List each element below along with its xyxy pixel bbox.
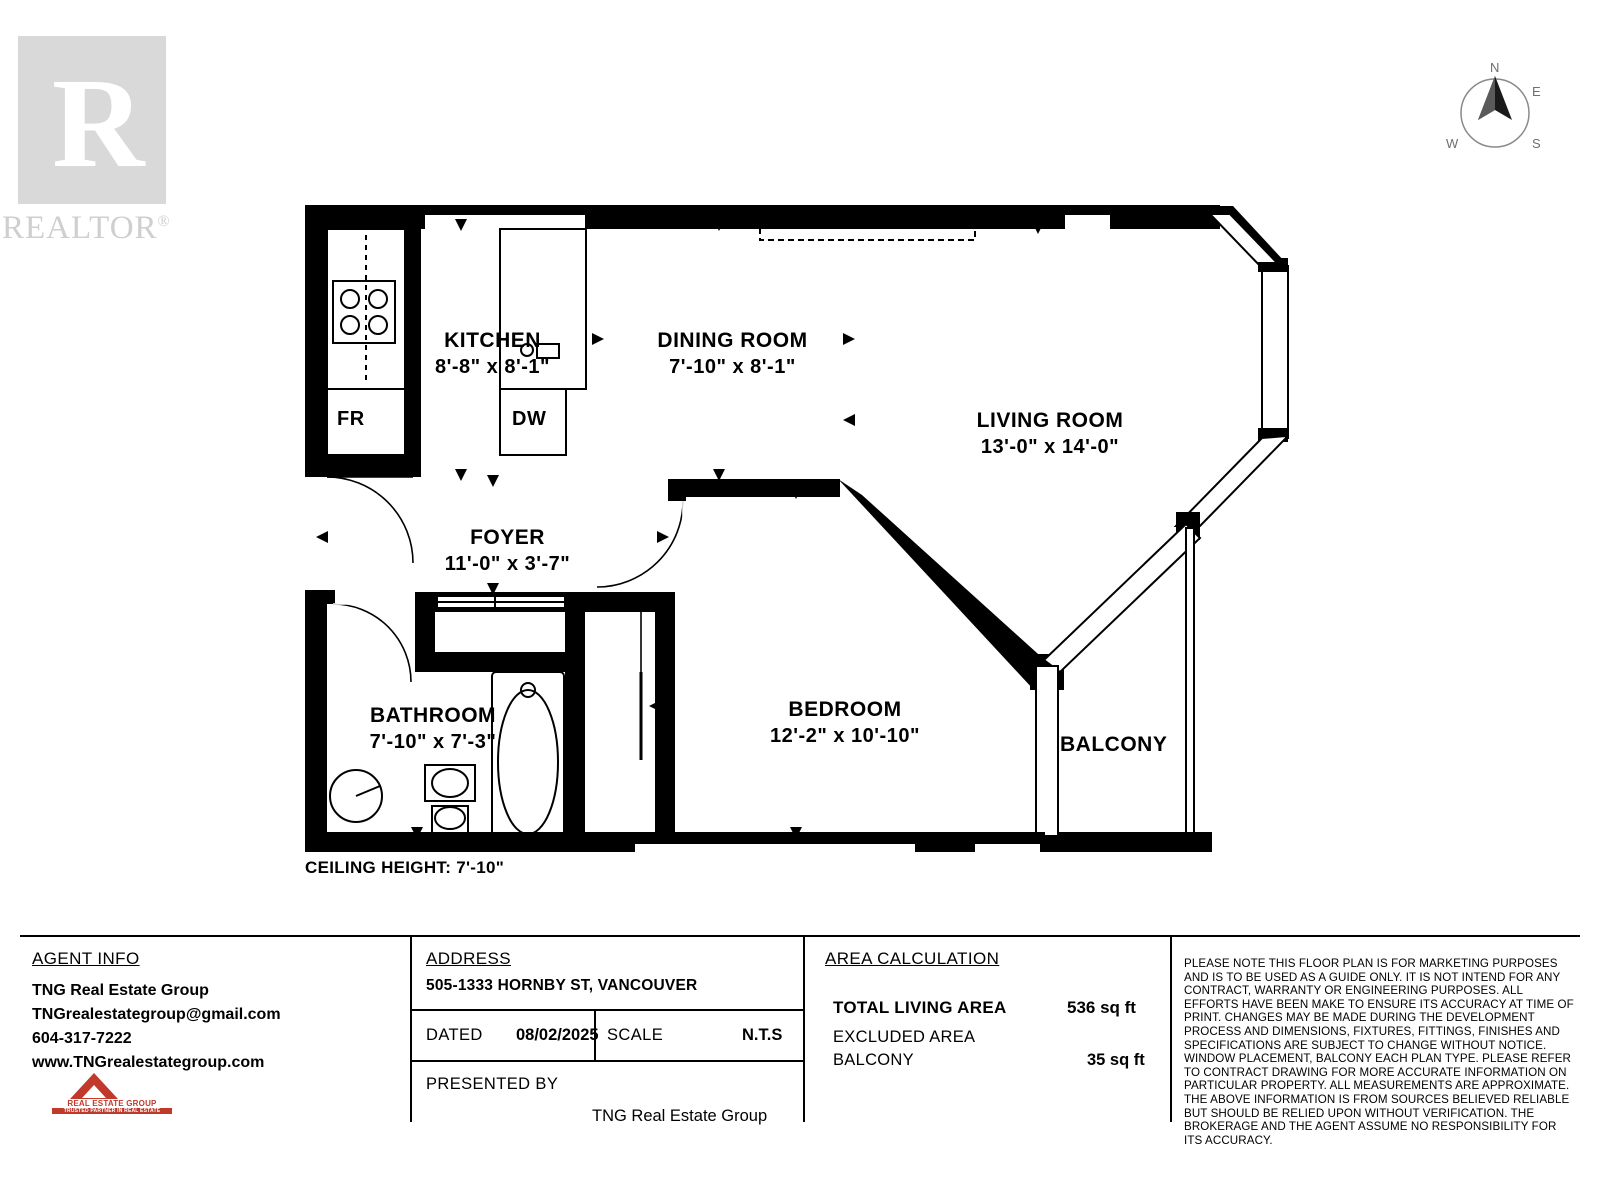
disclaimer-text: PLEASE NOTE THIS FLOOR PLAN IS FOR MARKETING PURPOSES AND IS TO BE USED AS A GUIDE ONLY. IT IS NOT INTEND FOR ANY CONTRACT, WARRANTY OR ENGINEERING PURPOSES. ALL EFFORTS HAVE BEEN MAKE TO ENSURE ITS ACCURACY AT TIME OF PRINT. CHANGES MAY BE MADE DURING THE DEVELOPMENT PROCESS AND DIMENSIONS, FIXTURES, FITTINGS, FINISHES AND SPECIFICATIONS ARE SUBJECT TO CHANGE WITHOUT NOTICE. WINDOW PLACEMENT, BALCONY EACH PLAN TYPE. PLEASE REFER TO CONTRACT DRAWING FOR MORE ACCURATE INFORMATION ON PARTICULAR PROPERTY. ALL MEASUREMENTS ARE APPROXIMATE. THE ABOVE INFORMATION IS FROM SOURCES BELIEVED RELIABLE BUT SHOULD BE RELIED UPON WITHOUT VERIFICATION. THE BROKERAGE AND THE AGENT ASSUME NO RESPONSIBILITY FOR ITS ACCURACY. bbox=[1184, 957, 1574, 1147]
registered-mark-icon: ® bbox=[157, 213, 171, 230]
room-name-foyer: FOYER bbox=[470, 526, 545, 549]
room-dim-foyer: 11'-0" x 3'-7" bbox=[444, 553, 571, 575]
agent-info-heading: AGENT INFO bbox=[32, 949, 140, 968]
realtor-logo-letter: R bbox=[52, 52, 145, 194]
dated-value: 08/02/2025 bbox=[516, 1026, 599, 1044]
room-dim-bedroom: 12'-2" x 10'-10" bbox=[770, 725, 920, 747]
room-label-living-room bbox=[945, 407, 1155, 461]
agent-email[interactable]: TNGrealestategroup@gmail.com bbox=[32, 1006, 281, 1023]
room-dim-living-room: 13'-0" x 14'-0" bbox=[980, 436, 1120, 458]
presented-by-value: TNG Real Estate Group bbox=[592, 1107, 768, 1125]
address-heading: ADDRESS bbox=[426, 949, 511, 968]
scale-label: SCALE bbox=[607, 1026, 664, 1044]
appliance-label-fridge: FR bbox=[337, 408, 365, 430]
area-calculation-column bbox=[803, 937, 1172, 1122]
scale-value: N.T.S bbox=[742, 1026, 783, 1044]
tng-logo-text: REAL ESTATE GROUP bbox=[67, 1099, 157, 1108]
room-name-bathroom: BATHROOM bbox=[369, 704, 497, 727]
presented-by-label: PRESENTED BY bbox=[426, 1075, 559, 1093]
compass-label-west: W bbox=[1446, 136, 1459, 151]
address-column bbox=[410, 937, 805, 1125]
balcony-area-label: BALCONY bbox=[833, 1051, 914, 1069]
excluded-area-label: EXCLUDED AREA bbox=[833, 1028, 976, 1046]
tng-logo-subtext: TRUSTED PARTNER IN REAL ESTATE bbox=[52, 1108, 172, 1114]
dated-label: DATED bbox=[426, 1026, 483, 1044]
tng-triangle-inner-icon bbox=[82, 1085, 106, 1098]
ceiling-height-note: CEILING HEIGHT: 7'-10" bbox=[305, 858, 505, 877]
agent-phone[interactable]: 604-317-7222 bbox=[32, 1030, 132, 1047]
room-dim-bathroom: 7'-10" x 7'-3" bbox=[369, 731, 497, 753]
total-living-area-label: TOTAL LIVING AREA bbox=[833, 998, 1007, 1017]
room-name-kitchen: KITCHEN bbox=[444, 329, 541, 352]
room-label-balcony bbox=[1060, 731, 1180, 758]
compass-label-north: N bbox=[1490, 60, 1500, 75]
room-label-bathroom bbox=[322, 702, 544, 756]
address-value: 505-1333 HORNBY ST, VANCOUVER bbox=[426, 977, 698, 994]
room-name-bedroom: BEDROOM bbox=[788, 698, 902, 721]
total-living-area-value: 536 sq ft bbox=[1067, 998, 1136, 1017]
disclaimer-column bbox=[1170, 937, 1582, 1147]
room-name-balcony: BALCONY bbox=[1060, 733, 1168, 756]
room-label-foyer bbox=[400, 524, 615, 578]
agent-company: TNG Real Estate Group bbox=[32, 982, 209, 999]
address-divider-1 bbox=[412, 1009, 805, 1011]
info-bar bbox=[20, 935, 1580, 1147]
appliance-label-dishwasher: DW bbox=[512, 408, 547, 430]
room-label-dining-room bbox=[620, 327, 845, 381]
tng-logo bbox=[52, 1071, 172, 1117]
agent-info-column bbox=[20, 937, 410, 1122]
compass-label-east: E bbox=[1532, 84, 1541, 99]
room-name-dining-room: DINING ROOM bbox=[657, 329, 808, 352]
area-calculation-heading: AREA CALCULATION bbox=[825, 949, 1000, 968]
room-dim-kitchen: 8'-8" x 8'-1" bbox=[434, 356, 551, 378]
agent-info-details bbox=[32, 979, 281, 1075]
balcony-area-value: 35 sq ft bbox=[1087, 1051, 1145, 1069]
address-divider-2 bbox=[412, 1060, 805, 1062]
room-name-living-room: LIVING ROOM bbox=[976, 409, 1124, 432]
room-label-bedroom bbox=[740, 696, 950, 750]
room-dim-dining-room: 7'-10" x 8'-1" bbox=[669, 356, 796, 378]
realtor-wordmark-text: REALTOR bbox=[2, 210, 158, 246]
compass-label-south: S bbox=[1532, 136, 1541, 151]
room-label-kitchen bbox=[400, 327, 585, 381]
agent-website[interactable]: www.TNGrealestategroup.com bbox=[32, 1054, 265, 1071]
